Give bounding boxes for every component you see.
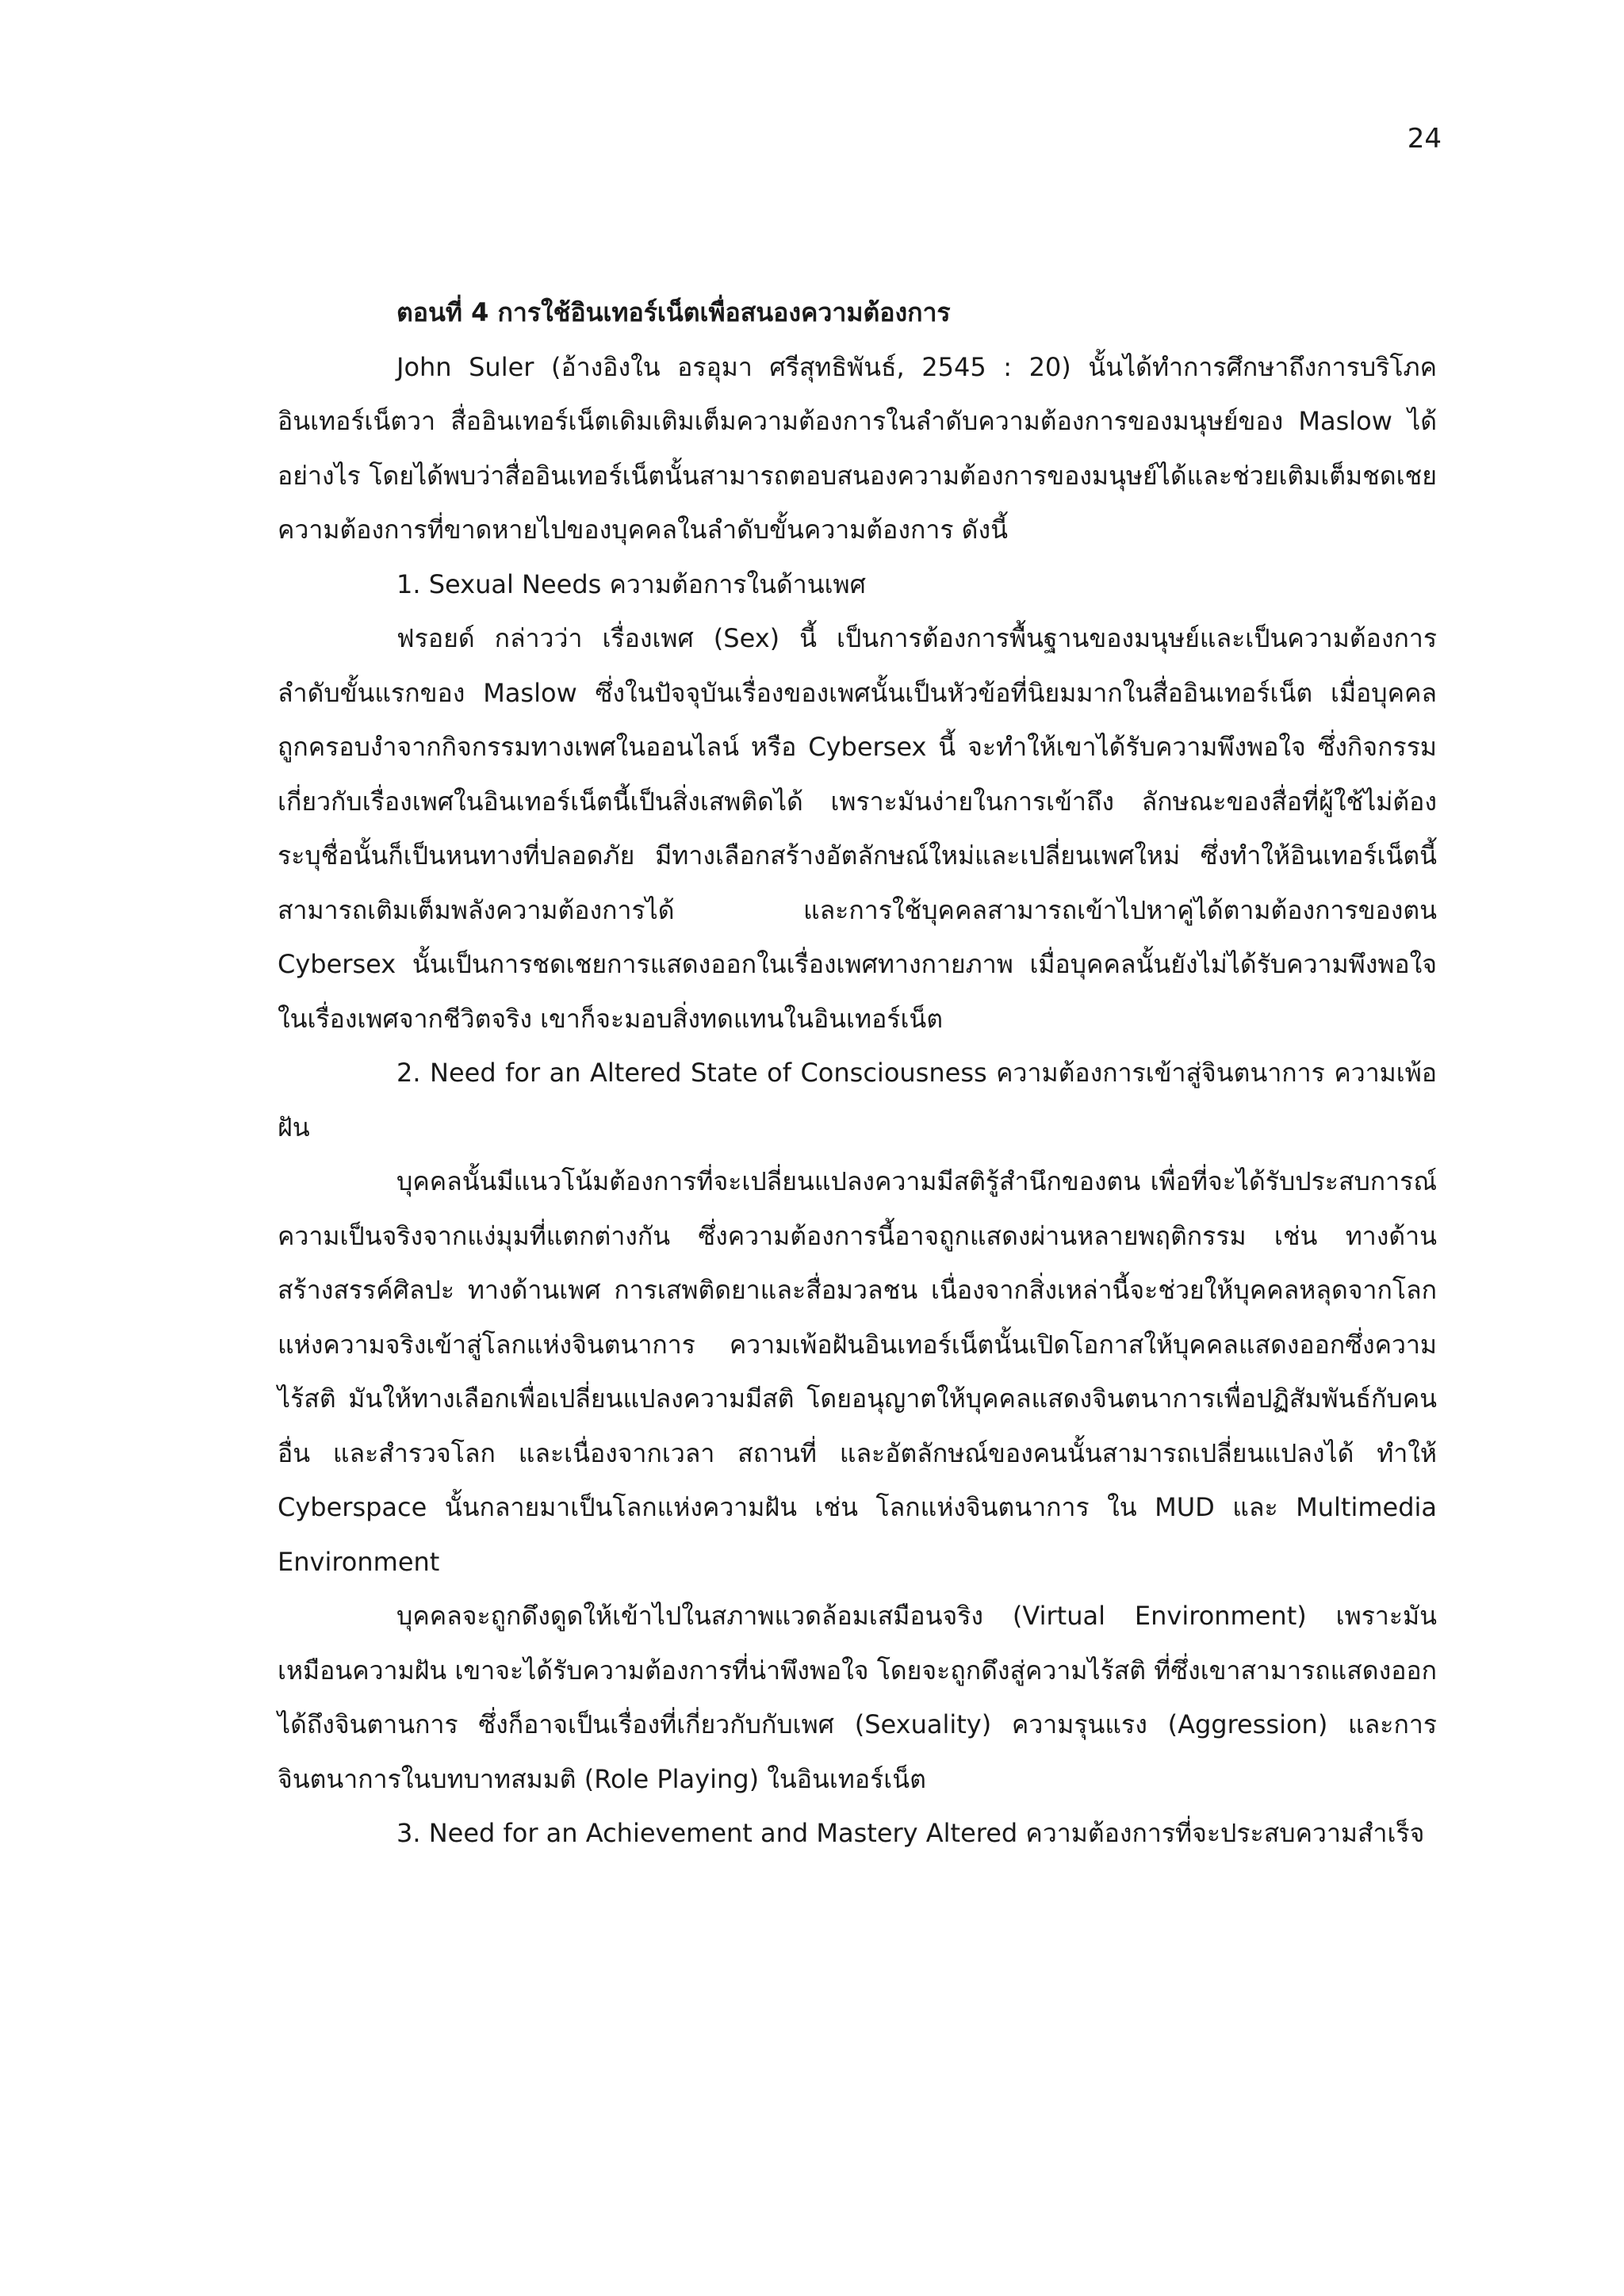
paragraph-intro: John Suler (อ้างอิงใน อรอุมา ศรีสุทธิพันธ์, 2545 : 20) นั้นได้ทำการศึกษาถึงการบริโภคอินเทอร์เน็ตวา สื่ออินเทอร์เน็ตเดิมเติมเต็มความต้องการในลำดับความต้องการของมนุษย์ของ Maslow ได้อย่างไร โดยได้พบว่าสื่ออินเทอร์เน็ตนั้นสามารถตอบสนองความต้องการของมนุษย์ได้และช่วยเติมเต็มชดเชยความต้องการที่ขาดหายไปของบุคคลในลำดับขั้นความต้องการ ดังนี้	[278, 351, 1437, 545]
section-heading: ตอนที่ 4 การใช้อินเทอร์เน็ตเพื่อสนองความต้องการ	[396, 297, 951, 327]
list-item-sexual-needs: 1. Sexual Needs ความต้อการในด้านเพศ	[396, 568, 866, 599]
list-item-altered-state: 2. Need for an Altered State of Consciousness ความต้องการเข้าสู่จินตนาการ ความเพ้อฝัน	[278, 1058, 1437, 1142]
paragraph-sexual-needs: ฟรอยด์ กล่าวว่า เรื่องเพศ (Sex) นี้ เป็นการต้องการพื้นฐานของมนุษย์และเป็นความต้องการลำดับขั้นแรกของ Maslow ซึ่งในปัจจุบันเรื่องของเพศนั้นเป็นหัวข้อที่นิยมมากในสื่ออินเทอร์เน็ต เมื่อบุคคลถูกครอบงำจากกิจกรรมทางเพศในออนไลน์ หรือ Cybersex นี้ จะทำให้เขาได้รับความพึงพอใจ ซึ่งกิจกรรมเกี่ยวกับเรื่องเพศในอินเทอร์เน็ตนี้เป็นสิ่งเสพติดได้ เพราะมันง่ายในการเข้าถึง ลักษณะของสื่อที่ผู้ใช้ไม่ต้องระบุชื่อนั้นก็เป็นหนทางที่ปลอดภัย มีทางเลือกสร้างอัตลักษณ์ใหม่และเปลี่ยนเพศใหม่ ซึ่งทำให้อินเทอร์เน็ตนี้ สามารถเติมเต็มพลังความต้องการได้ และการใช้บุคคลสามารถเข้าไปหาคู่ได้ตามต้องการของตน Cybersex นั้นเป็นการชดเชยการแสดงออกในเรื่องเพศทางกายภาพ เมื่อบุคคลนั้นยังไม่ได้รับความพึงพอใจในเรื่องเพศจากชีวิตจริง เขาก็จะมอบสิ่งทดแทนในอินเทอร์เน็ต	[278, 623, 1437, 1034]
paragraph-altered-state-2: บุคคลจะถูกดึงดูดให้เข้าไปในสภาพแวดล้อมเสมือนจริง (Virtual Environment) เพราะมันเหมือนความฝัน เขาจะได้รับความต้องการที่น่าพึงพอใจ โดยจะถูกดึงสู่ความไร้สติ ที่ซึ่งเขาสามารถแสดงออกได้ถึงจินตานการ ซึ่งก็อาจเป็นเรื่องที่เกี่ยวกับกับเพศ (Sexuality) ความรุนแรง (Aggression) และการจินตนาการในบทบาทสมมติ (Role Playing) ในอินเทอร์เน็ต	[278, 1601, 1438, 1794]
paragraph-altered-state-1: บุคคลนั้นมีแนวโน้มต้องการที่จะเปลี่ยนแปลงความมีสติรู้สำนึกของตน เพื่อที่จะได้รับประสบการณ์ความเป็นจริงจากแง่มุมที่แตกต่างกัน ซึ่งความต้องการนี้อาจถูกแสดงผ่านหลายพฤติกรรม เช่น ทางด้านสร้างสรรค์ศิลปะ ทางด้านเพศ การเสพติดยาและสื่อมวลชน เนื่องจากสิ่งเหล่านี้จะช่วยให้บุคคลหลุดจากโลกแห่งความจริงเข้าสู่โลกแห่งจินตนาการ ความเพ้อฝันอินเทอร์เน็ตนั้นเปิดโอกาสให้บุคคลแสดงออกซึ่งความไร้สติ มันให้ทางเลือกเพื่อเปลี่ยนแปลงความมีสติ โดยอนุญาตให้บุคคลแสดงจินตนาการเพื่อปฏิสัมพันธ์กับคนอื่น และสำรวจโลก และเนื่องจากเวลา สถานที่ และอัตลักษณ์ของคนนั้นสามารถเปลี่ยนแปลงได้ ทำให้ Cyberspace นั้นกลายมาเป็นโลกแห่งความฝัน เช่น โลกแห่งจินตนาการ ใน MUD และ Multimedia Environment	[278, 1166, 1437, 1577]
list-item-achievement: 3. Need for an Achievement and Mastery Altered ความต้องการที่จะประสบความสำเร็จ	[396, 1818, 1425, 1848]
document-body	[278, 285, 1437, 1861]
page-number: 24	[1407, 123, 1442, 155]
